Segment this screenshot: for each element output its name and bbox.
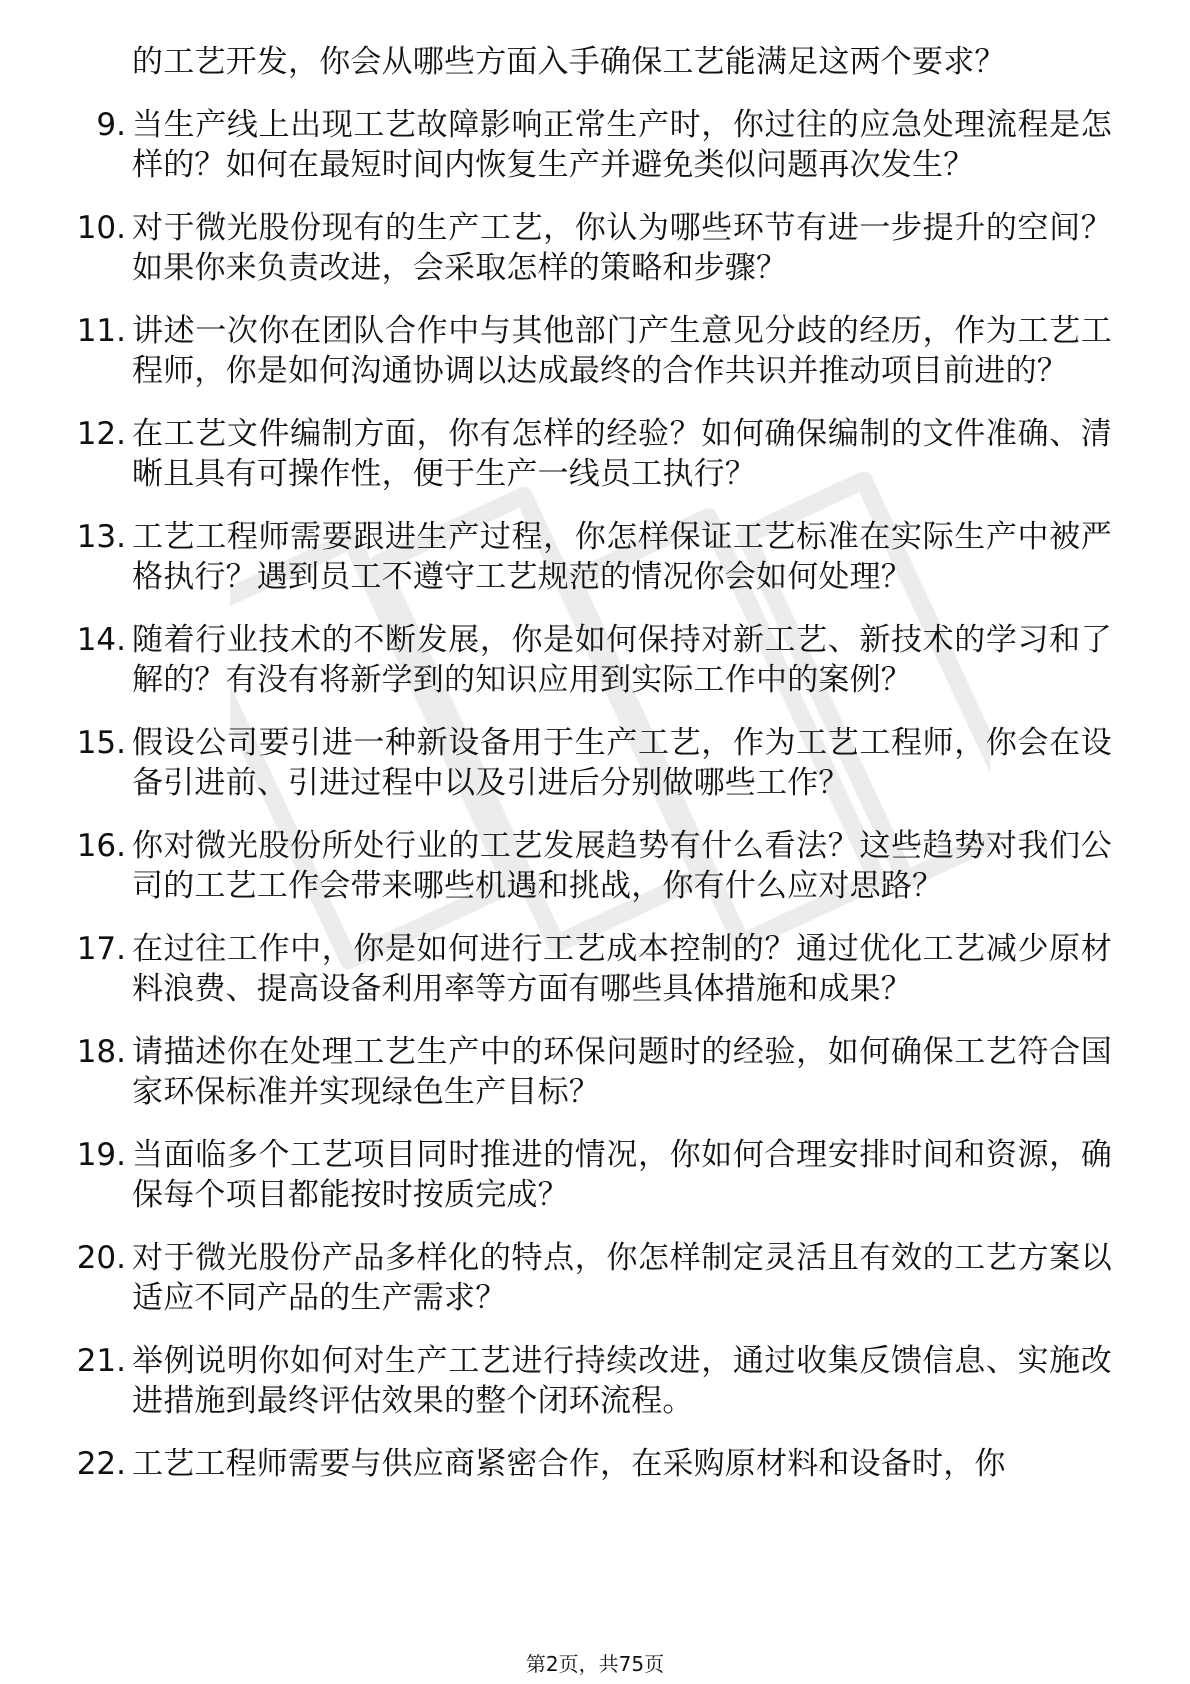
list-item-text: 对于微光股份现有的生产工艺，你认为哪些环节有进一步提升的空间？如果你来负责改进，会采取怎样的策略和步骤？ (132, 210, 1112, 286)
list-item (56, 1032, 1116, 1112)
question-list (56, 42, 1116, 1507)
list-item-number: 19. (76, 1137, 126, 1173)
list-item (56, 1444, 1116, 1484)
list-item-text: 当生产线上出现工艺故障影响正常生产时，你过往的应急处理流程是怎样的？如何在最短时间内恢复生产并避免类似问题再次发生？ (132, 107, 1112, 183)
list-item (56, 311, 1116, 391)
list-item-text: 请描述你在处理工艺生产中的环保问题时的经验，如何确保工艺符合国家环保标准并实现绿色生产目标？ (132, 1034, 1112, 1110)
list-item-number: 20. (76, 1240, 126, 1276)
list-item-continuation (56, 42, 1116, 82)
list-item-text: 举例说明你如何对生产工艺进行持续改进，通过收集反馈信息、实施改进措施到最终评估效果的整个闭环流程。 (132, 1343, 1112, 1419)
list-item-text: 假设公司要引进一种新设备用于生产工艺，作为工艺工程师，你会在设备引进前、引进过程中以及引进后分别做哪些工作？ (132, 725, 1112, 801)
list-item-text: 随着行业技术的不断发展，你是如何保持对新工艺、新技术的学习和了解的？有没有将新学到的知识应用到实际工作中的案例？ (132, 622, 1112, 698)
list-item (56, 1238, 1116, 1318)
list-item-text: 在过往工作中，你是如何进行工艺成本控制的？通过优化工艺减少原材料浪费、提高设备利用率等方面有哪些具体措施和成果？ (132, 931, 1112, 1007)
list-item-number: 14. (76, 622, 126, 658)
list-item-number: 13. (76, 519, 126, 555)
list-item-number: 21. (76, 1343, 126, 1379)
list-item-text: 讲述一次你在团队合作中与其他部门产生意见分歧的经历，作为工艺工程师，你是如何沟通协调以达成最终的合作共识并推动项目前进的？ (132, 313, 1112, 389)
list-item-text: 当面临多个工艺项目同时推进的情况，你如何合理安排时间和资源，确保每个项目都能按时按质完成？ (132, 1137, 1112, 1213)
list-item (56, 620, 1116, 700)
list-item-text: 对于微光股份产品多样化的特点，你怎样制定灵活且有效的工艺方案以适应不同产品的生产需求？ (132, 1240, 1112, 1316)
list-item-text: 的工艺开发，你会从哪些方面入手确保工艺能满足这两个要求？ (132, 44, 1006, 80)
list-item (56, 517, 1116, 597)
list-item (56, 1341, 1116, 1421)
list-item-number: 22. (76, 1446, 126, 1482)
list-item (56, 414, 1116, 494)
list-item-number: 15. (76, 725, 126, 761)
list-item (56, 826, 1116, 906)
list-item-number: 17. (76, 931, 126, 967)
list-item-text: 你对微光股份所处行业的工艺发展趋势有什么看法？这些趋势对我们公司的工艺工作会带来哪些机遇和挑战，你有什么应对思路？ (132, 828, 1112, 904)
list-item (56, 1135, 1116, 1215)
list-item-number: 18. (76, 1034, 126, 1070)
list-item (56, 723, 1116, 803)
list-item-number: 9. (96, 107, 126, 143)
list-item (56, 105, 1116, 185)
list-item (56, 208, 1116, 288)
list-item-number: 12. (76, 416, 126, 452)
list-item-text: 工艺工程师需要与供应商紧密合作，在采购原材料和设备时，你 (132, 1446, 1006, 1482)
list-item-number: 10. (76, 210, 126, 246)
list-item-text: 工艺工程师需要跟进生产过程，你怎样保证工艺标准在实际生产中被严格执行？遇到员工不遵守工艺规范的情况你会如何处理？ (132, 519, 1112, 595)
list-item-number: 11. (76, 313, 126, 349)
page-footer: 第2页，共75页 (525, 1652, 665, 1676)
list-item (56, 929, 1116, 1009)
list-item-text: 在工艺文件编制方面，你有怎样的经验？如何确保编制的文件准确、清晰且具有可操作性，便于生产一线员工执行？ (132, 416, 1112, 492)
list-item-number: 16. (76, 828, 126, 864)
